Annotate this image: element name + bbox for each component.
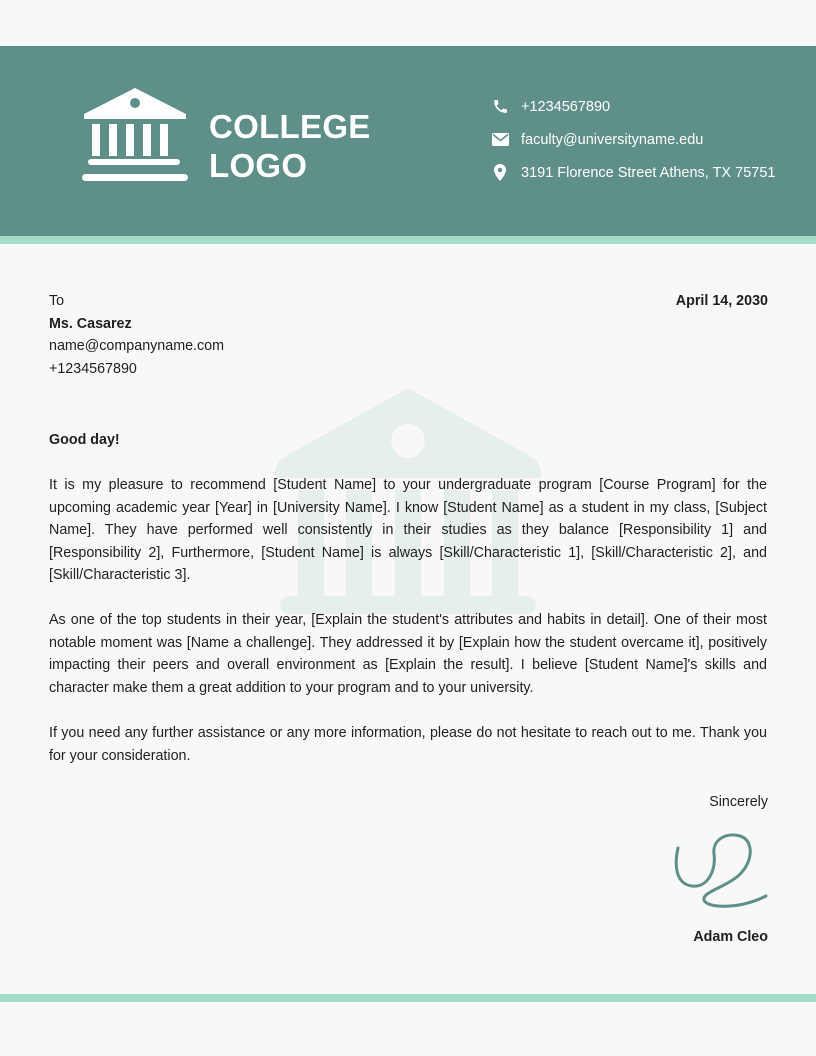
signer-name: Adam Cleo — [693, 929, 768, 945]
recipient-email: name@companyname.com — [49, 338, 225, 355]
contact-email — [490, 123, 775, 156]
contact-address-text: 3191 Florence Street Athens, TX 75751 — [521, 164, 776, 181]
college-building-icon — [82, 86, 188, 184]
location-pin-icon — [490, 163, 510, 183]
college-logo-text — [209, 107, 371, 185]
contact-email-text: faculty@universityname.edu — [521, 131, 704, 148]
to-label: To — [49, 293, 65, 309]
logo-line-1: COLLEGE — [209, 108, 371, 145]
envelope-icon — [490, 130, 510, 150]
recipient-phone: +1234567890 — [49, 360, 137, 377]
contact-address — [490, 156, 775, 189]
contact-phone-text: +1234567890 — [521, 98, 611, 115]
logo-line-2: LOGO — [209, 147, 308, 184]
header-accent-stripe — [0, 236, 816, 244]
recipient-block — [49, 290, 767, 380]
contact-phone — [490, 90, 775, 123]
body-paragraph-2: As one of the top students in their year, [Explain the student's attributes and habits in detail]. One of their most notable moment was [Name a challenge]. They addressed it by [Explain how the student overcame it], positively impacting their peers and overall environment as [Explain the result]. I believe [Student Name]'s skills and character make them a great addition to your program and to your university. — [49, 612, 767, 696]
handwritten-signature — [668, 826, 772, 912]
greeting: Good day! — [49, 432, 120, 448]
body-paragraph-3: If you need any further assistance or any more information, please do not hesitate to reach out to me. Thank you for your consideration. — [49, 725, 767, 764]
contact-info — [490, 90, 775, 189]
letter-date: April 14, 2030 — [675, 293, 768, 309]
footer-accent-stripe — [0, 994, 816, 1002]
phone-icon — [490, 97, 510, 117]
body-paragraph-1: It is my pleasure to recommend [Student Name] to your undergraduate program [Course Program] for the upcoming academic year [Year] in [University Name]. I know [Student Name] as a student in my class, [Subject Name]. They have performed well consistently in their studies as they balance [Responsibility 1] and [Responsibility 2], Furthermore, [Student Name] is always [Skill/Characteristic 1], [Skill/Characteristic 2], and [Skill/Characteristic 3]. — [49, 477, 767, 584]
recipient-name: Ms. Casarez — [49, 315, 132, 332]
closing-text: Sincerely — [709, 794, 768, 810]
